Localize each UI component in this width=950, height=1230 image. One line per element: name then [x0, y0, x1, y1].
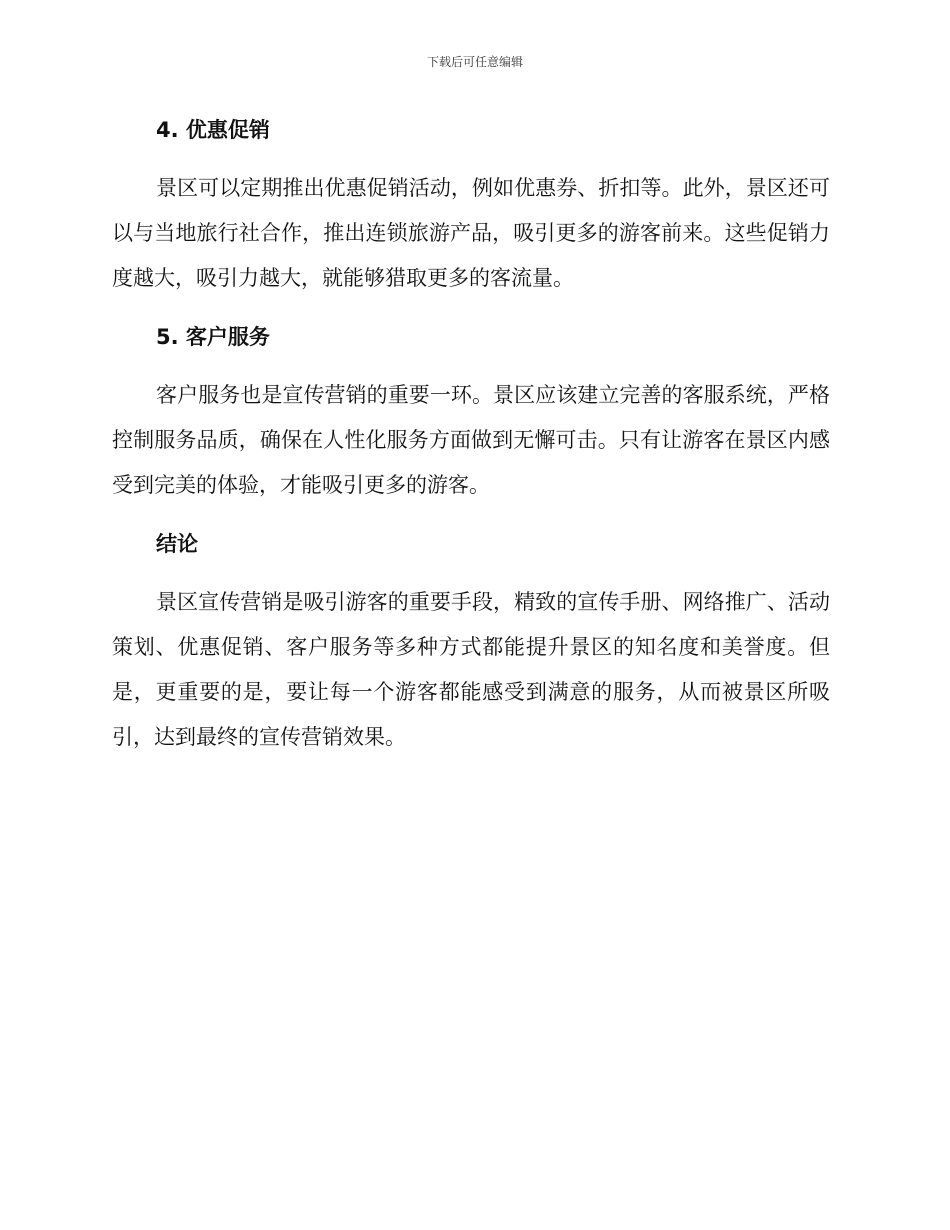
document-body	[112, 108, 830, 774]
section-heading-conclusion: 结论	[156, 532, 198, 556]
section-paragraph-customer-service: 客户服务也是宣传营销的重要一环。景区应该建立完善的客服系统，严格控制服务品质，确保在人性化服务方面做到无懈可击。只有让游客在景区内感受到完美的体验，才能吸引更多的游客。	[112, 383, 830, 497]
section-paragraph-conclusion: 景区宣传营销是吸引游客的重要手段，精致的宣传手册、网络推广、活动策划、优惠促销、客户服务等多种方式都能提升景区的知名度和美誉度。但是，更重要的是，要让每一个游客都能感受到满意的服务，从而被景区所吸引，达到最终的宣传营销效果。	[112, 590, 830, 749]
page-header-note: 下载后可任意编辑	[426, 55, 523, 69]
section-heading-promotions: 4. 优惠促销	[156, 118, 270, 142]
section-heading-customer-service: 5. 客户服务	[156, 325, 270, 349]
section-paragraph-promotions: 景区可以定期推出优惠促销活动，例如优惠券、折扣等。此外，景区还可以与当地旅行社合作，推出连锁旅游产品，吸引更多的游客前来。这些促销力度越大，吸引力越大，就能够猎取更多的客流量。	[112, 176, 830, 290]
